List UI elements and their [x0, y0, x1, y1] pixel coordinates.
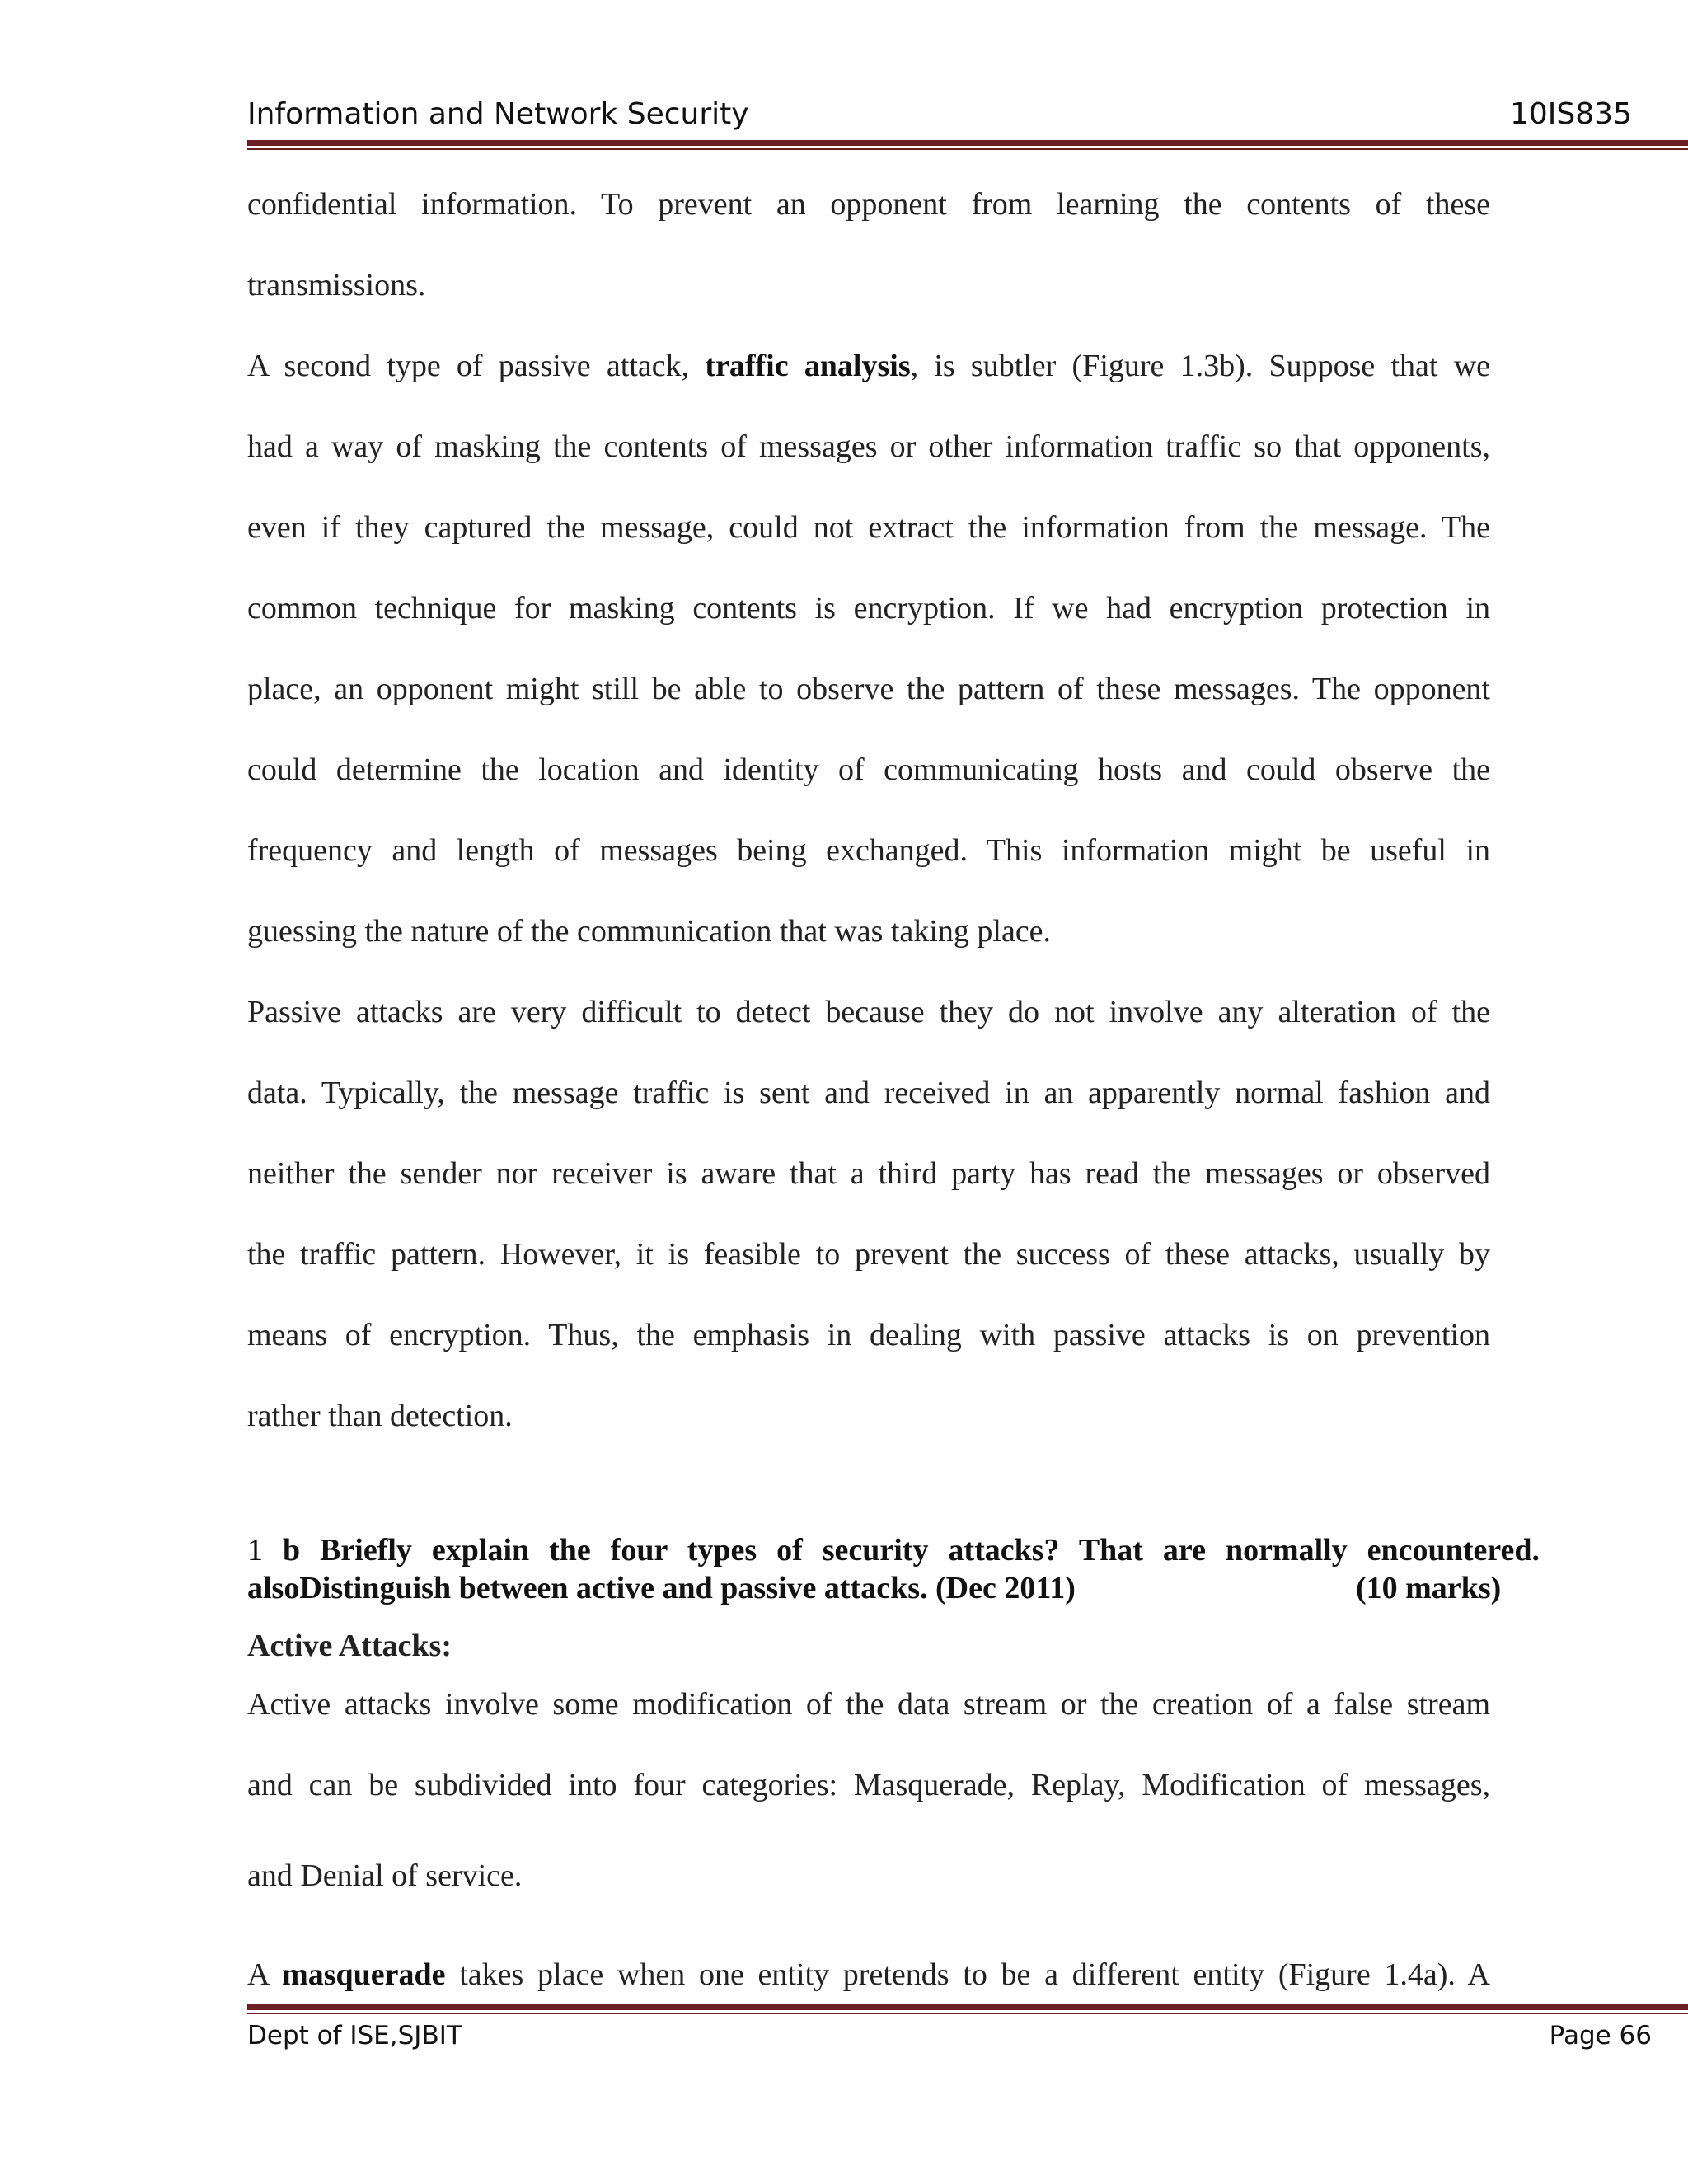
body-line: neither the sender nor receiver is aware that a third party has read the messages or observed	[247, 1156, 1490, 1191]
footer-department: Dept of ISE,SJBIT	[247, 2021, 462, 2050]
body-line: and can be subdivided into four categories: Masquerade, Replay, Modification of messages,	[247, 1768, 1490, 1802]
footer-page-number: Page 66	[1549, 2021, 1652, 2050]
term-traffic-analysis: traffic analysis	[705, 349, 911, 383]
body-line: rather than detection.	[247, 1399, 513, 1433]
body-line: means of encryption. Thus, the emphasis in dealing with passive attacks is on prevention	[247, 1318, 1490, 1352]
body-line: Active attacks involve some modification of the data stream or the creation of a false stream	[247, 1687, 1490, 1722]
body-text-2	[247, 1673, 1490, 2024]
footer-rule-thin	[247, 2013, 1688, 2014]
header-title: Information and Network Security	[247, 97, 749, 131]
body-line-part: , is subtler (Figure 1.3b). Suppose that we	[910, 349, 1491, 383]
body-line: transmissions.	[247, 268, 426, 302]
body-line: the traffic pattern. However, it is feasible to prevent the success of these attacks, usually by	[247, 1237, 1490, 1272]
section-heading: Active Attacks:	[247, 1629, 452, 1663]
body-line: could determine the location and identity of communicating hosts and could observe the	[247, 752, 1490, 787]
header-rule-thin	[247, 148, 1688, 150]
question-line-2	[247, 1569, 1540, 1607]
question-line-1	[247, 1531, 1540, 1569]
body-line: even if they captured the message, could not extract the information from the message. The	[247, 510, 1490, 545]
header-course-code: 10IS835	[1510, 97, 1632, 131]
body-line: guessing the nature of the communication that was taking place.	[247, 914, 1052, 949]
page-header	[247, 97, 1632, 140]
question-text-1: b Briefly explain the four types of security attacks? That are normally encountered.	[282, 1533, 1540, 1568]
body-line: confidential information. To prevent an opponent from learning the contents of these	[247, 187, 1490, 222]
body-text	[247, 173, 1490, 1465]
body-line: had a way of masking the contents of messages or other information traffic so that opponents,	[247, 429, 1490, 464]
footer-rule-thick	[247, 2004, 1688, 2010]
body-line-part: A	[247, 1957, 283, 1992]
body-line: data. Typically, the message traffic is sent and received in an apparently normal fashion and	[247, 1076, 1490, 1110]
body-line: frequency and length of messages being exchanged. This information might be useful in	[247, 833, 1490, 868]
body-line-part: takes place when one entity pretends to be a different entity (Figure 1.4a). A	[445, 1957, 1490, 1992]
question-marks: (10 marks)	[1356, 1571, 1502, 1605]
body-line: place, an opponent might still be able to observe the pattern of these messages. The opponent	[247, 672, 1490, 706]
question-text-2: alsoDistinguish between active and passive attacks. (Dec 2011)	[247, 1571, 1076, 1605]
header-rule-thick	[247, 140, 1688, 146]
question-number: 1	[247, 1533, 263, 1568]
page-footer	[247, 2021, 1652, 2060]
body-line-part: A second type of passive attack,	[247, 349, 706, 383]
term-masquerade: masquerade	[282, 1957, 446, 1992]
body-line: Passive attacks are very difficult to detect because they do not involve any alteration of the	[247, 995, 1490, 1029]
body-line: and Denial of service.	[247, 1858, 523, 1893]
body-line: common technique for masking contents is encryption. If we had encryption protection in	[247, 591, 1490, 626]
exam-question	[247, 1531, 1540, 1607]
body-line	[247, 335, 1490, 415]
